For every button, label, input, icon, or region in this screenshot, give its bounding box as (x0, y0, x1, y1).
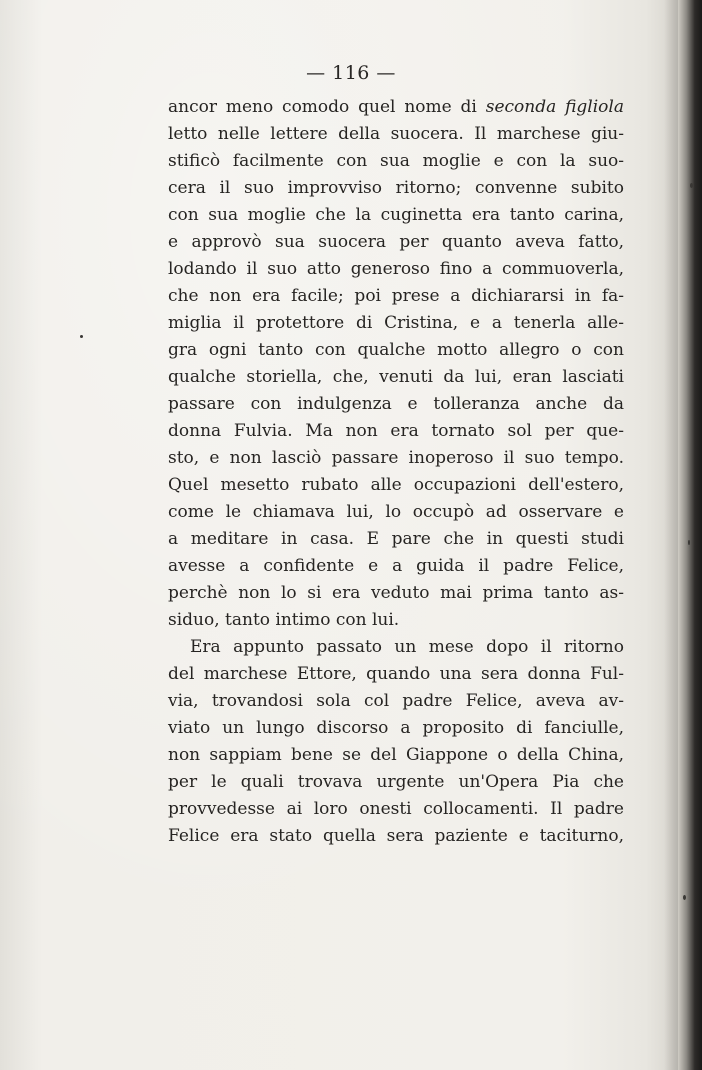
page-number: — 116 — (306, 62, 396, 84)
page-gutter-shadow (664, 0, 678, 1070)
text-line: cera il suo improvviso ritorno; convenne subito (168, 178, 624, 198)
text-line-paragraph-start: Era appunto passato un mese dopo il ritorno (190, 637, 624, 657)
text-line: avesse a confidente e a guida il padre Felice, (168, 556, 624, 576)
text-line: lodando il suo atto generoso fino a commuoverla, (168, 259, 624, 279)
text-line: stificò facilmente con sua moglie e con la suo- (168, 151, 624, 171)
text-line: provvedesse ai loro onesti collocamenti. Il padre (168, 799, 624, 819)
italic-phrase: seconda figliola (485, 97, 624, 117)
text-line: del marchese Ettore, quando una sera donna Ful- (168, 664, 624, 684)
text-line: letto nelle lettere della suocera. Il marchese giu- (168, 124, 624, 144)
book-spine (678, 0, 702, 1070)
paper-speck (688, 540, 690, 545)
body-text (168, 94, 624, 850)
text-line: ancor meno comodo quel nome di seconda figliola (168, 97, 624, 117)
text-line-paragraph-end: siduo, tanto intimo con lui. (168, 610, 400, 630)
text-line: Quel mesetto rubato alle occupazioni dell'estero, (168, 475, 624, 495)
text-line: perchè non lo si era veduto mai prima tanto as- (168, 583, 624, 603)
text-line: non sappiam bene se del Giappone o della China, (168, 745, 624, 765)
text-line: donna Fulvia. Ma non era tornato sol per que- (168, 421, 624, 441)
paper-speck (683, 895, 686, 900)
text-line: con sua moglie che la cuginetta era tanto carina, (168, 205, 624, 225)
text-line: come le chiamava lui, lo occupò ad osservare e (168, 502, 624, 522)
text-line: a meditare in casa. E pare che in questi studi (168, 529, 624, 549)
paper-speck (80, 335, 83, 338)
text-line: e approvò sua suocera per quanto aveva fatto, (168, 232, 624, 252)
text-line: sto, e non lasciò passare inoperoso il suo tempo. (168, 448, 624, 468)
text-line: Felice era stato quella sera paziente e taciturno, (168, 826, 624, 846)
text-line: che non era facile; poi prese a dichiararsi in fa- (168, 286, 624, 306)
text-line: qualche storiella, che, venuti da lui, eran lasciati (168, 367, 624, 387)
text-line: viato un lungo discorso a proposito di fanciulle, (168, 718, 624, 738)
text-line: passare con indulgenza e tolleranza anche da (168, 394, 624, 414)
paper-speck (690, 183, 693, 188)
text-line: miglia il protettore di Cristina, e a tenerla alle- (168, 313, 624, 333)
text-line: via, trovandosi sola col padre Felice, aveva av- (168, 691, 624, 711)
text-line: gra ogni tanto con qualche motto allegro o con (168, 340, 624, 360)
text-line: per le quali trovava urgente un'Opera Pia che (168, 772, 624, 792)
